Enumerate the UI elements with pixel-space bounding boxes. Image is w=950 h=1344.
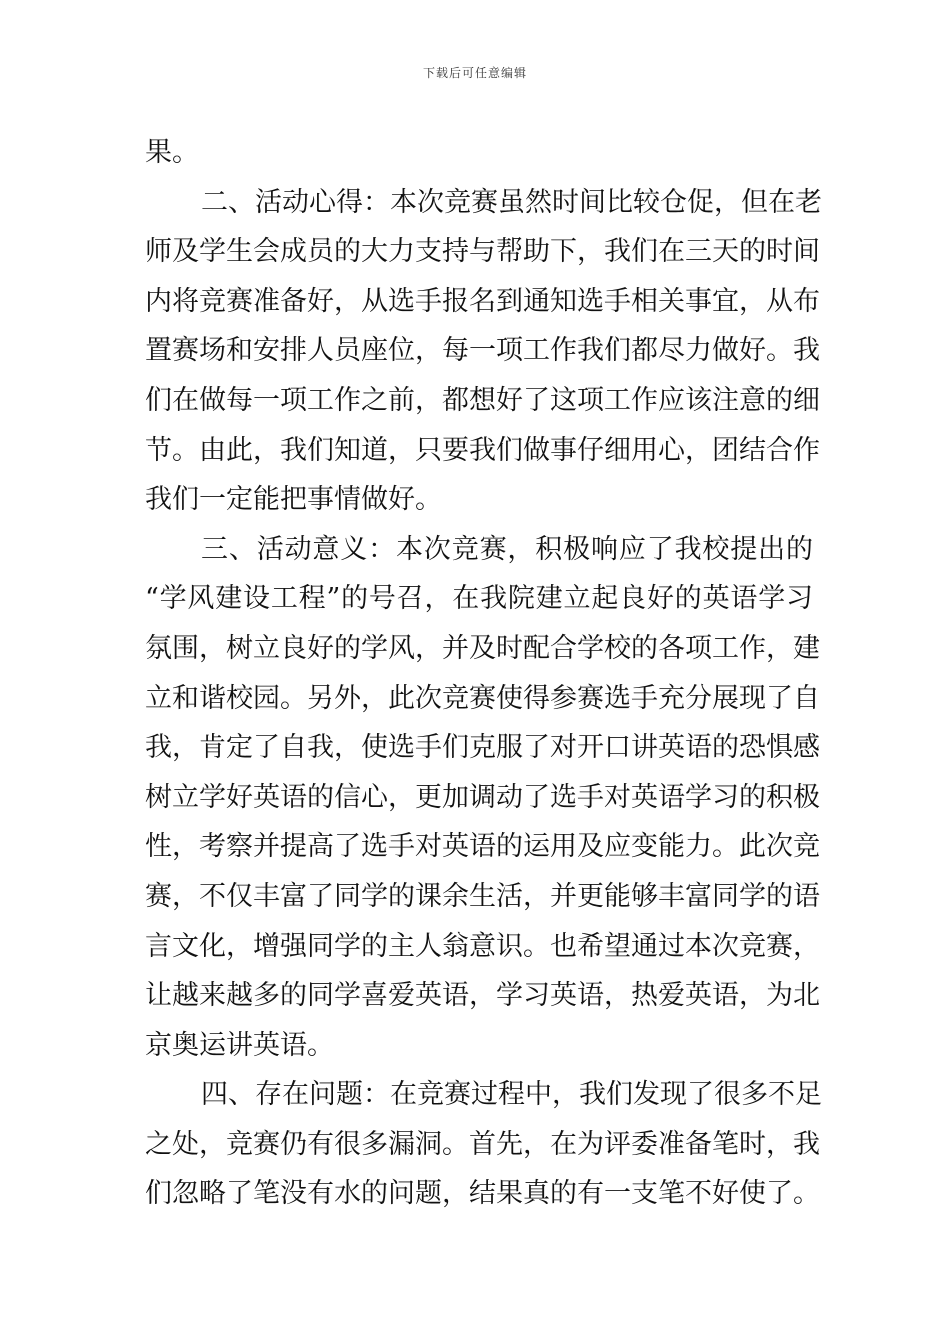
text-line: 三、活动意义：本次竞赛，积极响应了我校提出的 — [201, 533, 813, 565]
text-line: 内将竞赛准备好，从选手报名到通知选手相关事宜，从布 — [145, 285, 820, 317]
text-line: 们忽略了笔没有水的问题，结果真的有一支笔不好使了。 — [145, 1178, 820, 1210]
text-line: 师及学生会成员的大力支持与帮助下，我们在三天的时间 — [145, 236, 820, 268]
document-body — [145, 128, 822, 1219]
text-line: 氛围，树立良好的学风，并及时配合学校的各项工作，建 — [145, 632, 820, 664]
page-header: 下载后可任意编辑 — [422, 66, 527, 80]
text-line: 置赛场和安排人员座位，每一项工作我们都尽力做好。我 — [145, 335, 820, 367]
text-line: 四、存在问题：在竞赛过程中，我们发现了很多不足 — [201, 1079, 822, 1111]
text-line: 言文化，增强同学的主人翁意识。也希望通过本次竞赛， — [145, 930, 820, 962]
text-line: 节。由此，我们知道，只要我们做事仔细用心，团结合作 — [145, 434, 820, 466]
text-line: 树立学好英语的信心，更加调动了选手对英语学习的积极 — [145, 781, 820, 813]
text-line: 我，肯定了自我，使选手们克服了对开口讲英语的恐惧感 — [145, 732, 820, 764]
text-line: 们在做每一项工作之前，都想好了这项工作应该注意的细 — [145, 384, 820, 416]
text-line: 果。 — [145, 137, 199, 168]
text-line: 让越来越多的同学喜爱英语，学习英语，热爱英语，为北 — [145, 980, 820, 1012]
text-line: 京奥运讲英语。 — [145, 1029, 334, 1061]
text-line: 性，考察并提高了选手对英语的运用及应变能力。此次竞 — [145, 831, 820, 863]
text-line: “学风建设工程”的号召，在我院建立起良好的英语学习 — [145, 583, 813, 615]
text-line: 之处，竞赛仍有很多漏洞。首先，在为评委准备笔时，我 — [145, 1128, 820, 1160]
text-line: 赛，不仅丰富了同学的课余生活，并更能够丰富同学的语 — [145, 880, 820, 912]
text-line: 我们一定能把事情做好。 — [145, 484, 442, 516]
text-line: 二、活动心得：本次竞赛虽然时间比较仓促，但在老 — [201, 186, 822, 218]
text-line: 立和谐校园。另外，此次竞赛使得参赛选手充分展现了自 — [145, 682, 820, 714]
